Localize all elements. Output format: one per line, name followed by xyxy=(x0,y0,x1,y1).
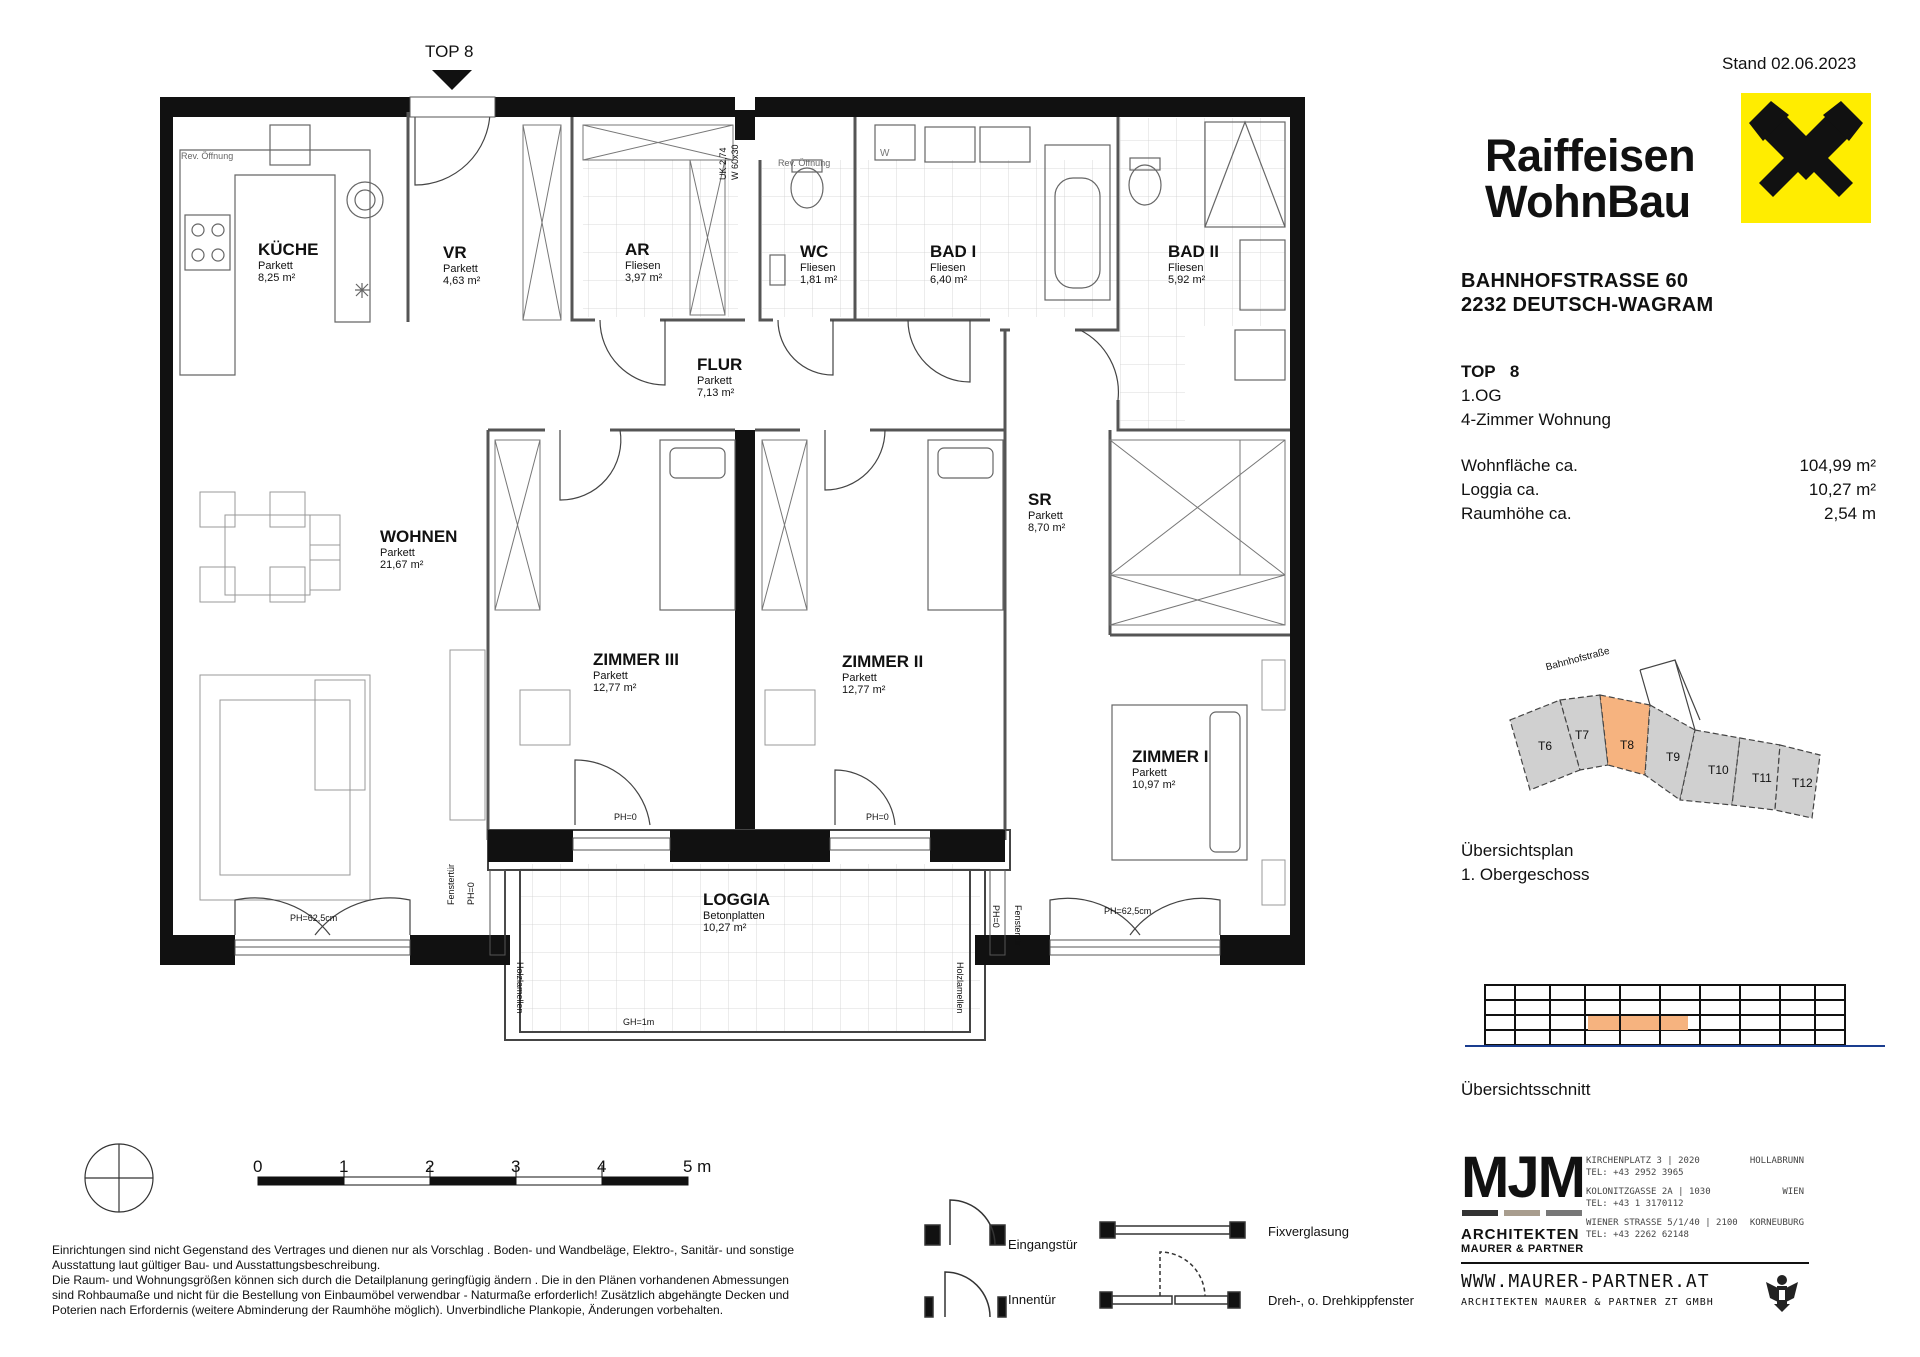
overview-label-t11: T11 xyxy=(1752,771,1772,785)
overview-street: Bahnhofstraße xyxy=(1544,645,1611,674)
austrian-eagle-icon xyxy=(1762,1270,1802,1314)
north-arrow-icon xyxy=(85,1144,153,1212)
room-wohnen: WOHNEN Parkett 21,67 m² xyxy=(380,527,458,571)
overview-plan-caption2: 1. Obergeschoss xyxy=(1461,865,1590,884)
architect-url[interactable]: WWW.MAURER-PARTNER.AT xyxy=(1461,1271,1710,1292)
ph0-right-door: PH=0 xyxy=(991,905,1001,928)
holzlamellen-left: Holzlamellen xyxy=(515,962,525,1014)
legend-tilt-window: Dreh-, o. Drehkippfenster xyxy=(1268,1293,1414,1308)
overview-label-t10: T10 xyxy=(1708,763,1729,777)
washer-label: W xyxy=(880,148,890,159)
scale-label-5: 5 m xyxy=(683,1157,712,1176)
address-line2: 2232 DEUTSCH-WAGRAM xyxy=(1461,294,1714,316)
architect-name2: MAURER & PARTNER xyxy=(1461,1243,1584,1255)
room-zimmer1: ZIMMER I Parkett 10,97 m² xyxy=(1132,747,1209,791)
architect-logo: MJM xyxy=(1461,1145,1584,1210)
ar-tiles xyxy=(583,160,738,317)
fenstertuer-right: Fenstertür xyxy=(1013,905,1023,947)
brand-wordmark: Raiffeisen WohnBau xyxy=(1485,130,1696,227)
office-hollabrunn: KIRCHENPLATZ 3 | 2020 HOLLABRUNN xyxy=(1586,1156,1804,1166)
overview-plan xyxy=(1500,640,1900,870)
disclaimer: Einrichtungen sind nicht Gegenstand des Vertrages und dienen nur als Vorschlag . Boden- und Wandbeläge, Elektro-, Sanitär- und sonstige Ausstattung laut gültiger Bau- und Ausstattungsbeschreibung. Die Raum- und Wohnungsgrößen können sich durch die Detailplanung geringfügig ändern . Die in den Plänen vorhandenen Abmessungen sind Rohbaumaße und nicht für die Bestellung von Einbaumöbel verwendbar - Naturmaße erforderlich! Zusätzlich abgehängte Decken und Poterien nach Erfordernis (weitere Abminderung der Raumhöhe möglich). Unverbindliche Plankopie, Änderungen vorbehalten. xyxy=(52,1243,795,1317)
overview-label-t6: T6 xyxy=(1538,739,1553,753)
architect-offices: KIRCHENPLATZ 3 | 2020 HOLLABRUNN TEL: +43 2952 3965 KOLONITZGASSE 2A | 1030 WIEN TEL: +43 1 3170112 WIENER STRASSE 5/1/40 | 2100 KORNEUBURG TEL: +43 2262 62148 xyxy=(1586,1156,1804,1240)
room-vr: VR Parkett 4,63 m² xyxy=(443,243,481,287)
architect-logo-bars xyxy=(1462,1210,1582,1216)
shaft-label-1: UK 2,74 xyxy=(718,147,728,180)
architect-company: ARCHITEKTEN MAURER & PARTNER ZT GMBH xyxy=(1461,1297,1714,1308)
ph625-zimmer1: PH=62,5cm xyxy=(1104,906,1152,916)
gh1-loggia: GH=1m xyxy=(623,1017,655,1027)
office-wien: KOLONITZGASSE 2A | 1030 WIEN xyxy=(1586,1187,1804,1197)
overview-section-caption: Übersichtsschnitt xyxy=(1461,1080,1591,1099)
fenstertuer-left: Fenstertür xyxy=(446,863,456,905)
room-flur: FLUR Parkett 7,13 m² xyxy=(697,355,743,399)
overview-plan-caption1: Übersichtsplan xyxy=(1461,841,1574,860)
overview-label-t12: T12 xyxy=(1792,776,1813,790)
office-korneuburg: WIENER STRASSE 5/1/40 | 2100 KORNEUBURG xyxy=(1586,1218,1804,1228)
bad2-tiles-lower xyxy=(1120,326,1185,431)
scale-bar xyxy=(258,1165,688,1185)
bad1-tiles xyxy=(860,160,1118,317)
ph0-zimmer2: PH=0 xyxy=(866,812,889,822)
scale-label-0: 0 xyxy=(253,1157,263,1176)
room-zimmer3: ZIMMER III Parkett 12,77 m² xyxy=(593,650,679,694)
entrance-label: TOP 8 xyxy=(425,42,474,61)
ph625-wohnen: PH=62,5cm xyxy=(290,913,338,923)
unit-facts xyxy=(1461,454,1876,526)
room-zimmer2: ZIMMER II Parkett 12,77 m² xyxy=(842,652,924,696)
scale-label-1: 1 xyxy=(339,1157,349,1176)
legend-inner-door: Innentür xyxy=(1008,1292,1056,1307)
room-loggia: LOGGIA Betonplatten 10,27 m² xyxy=(703,890,771,934)
shaft-label-2: W 60x30 xyxy=(730,144,740,180)
room-bad1: BAD I Fliesen 6,40 m² xyxy=(930,242,977,286)
raiffeisen-logo-icon xyxy=(1741,93,1871,223)
rev-oeffnung-wc: Rev. Öffnung xyxy=(778,158,831,168)
room-sr: SR Parkett 8,70 m² xyxy=(1028,490,1066,534)
fact-wohnflaeche: Wohnfläche ca. 104,99 m² xyxy=(1461,456,1876,475)
scale-label-2: 2 xyxy=(425,1157,435,1176)
room-ar: AR Fliesen 3,97 m² xyxy=(625,240,663,284)
room-bad2: BAD II Fliesen 5,92 m² xyxy=(1168,242,1219,286)
scale-label-3: 3 xyxy=(511,1157,521,1176)
room-wc: WC Fliesen 1,81 m² xyxy=(800,242,838,286)
legend-entry-door: Eingangstür xyxy=(1008,1237,1078,1252)
rev-oeffnung-kueche: Rev. Öffnung xyxy=(181,151,234,161)
ph0-left-door: PH=0 xyxy=(466,882,476,905)
legend-symbols xyxy=(925,1200,1245,1317)
wc-tiles xyxy=(762,160,857,317)
fact-raumhoehe: Raumhöhe ca. 2,54 m xyxy=(1461,504,1876,523)
fact-loggia: Loggia ca. 10,27 m² xyxy=(1461,480,1876,499)
overview-label-t7: T7 xyxy=(1575,728,1590,742)
architect-name1: ARCHITEKTEN xyxy=(1461,1226,1580,1243)
plan-date: Stand 02.06.2023 xyxy=(1722,54,1857,73)
architect-divider xyxy=(1461,1262,1809,1264)
holzlamellen-right: Holzlamellen xyxy=(955,962,965,1014)
unit-type: 4-Zimmer Wohnung xyxy=(1461,410,1611,429)
address-line1: BAHNHOFSTRASSE 60 xyxy=(1461,270,1689,292)
overview-label-t9: T9 xyxy=(1666,750,1681,764)
bad2-tiles xyxy=(1120,118,1285,326)
unit-top: TOP 8 xyxy=(1461,362,1520,381)
entrance-arrow-icon xyxy=(432,70,472,90)
overview-section xyxy=(1460,980,1890,1060)
legend-fixed-glazing: Fixverglasung xyxy=(1268,1224,1349,1239)
unit-floor: 1.OG xyxy=(1461,386,1502,405)
room-kueche: KÜCHE Parkett 8,25 m² xyxy=(258,240,319,284)
overview-label-t8: T8 xyxy=(1620,738,1635,752)
ph0-zimmer3: PH=0 xyxy=(614,812,637,822)
scale-label-4: 4 xyxy=(597,1157,607,1176)
